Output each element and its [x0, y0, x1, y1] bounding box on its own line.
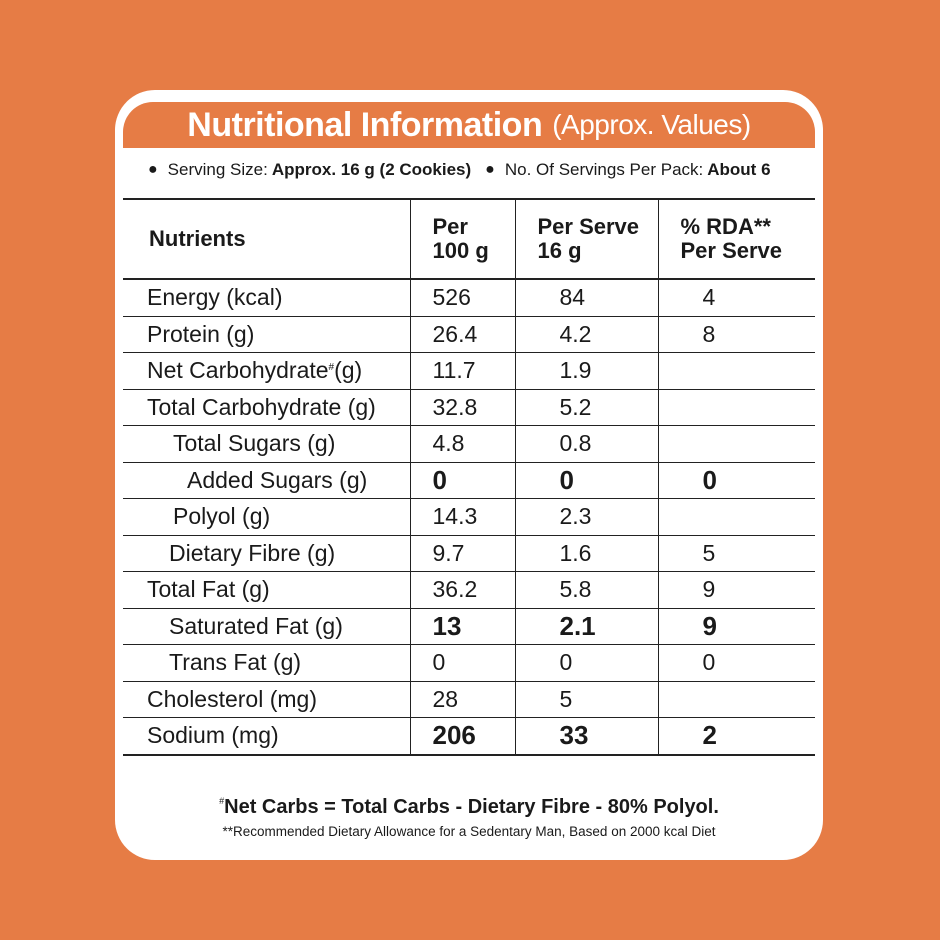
table-row [123, 353, 815, 390]
value-per-100g: 36.2 [410, 572, 515, 609]
table-row [123, 389, 815, 426]
value-rda: 4 [658, 279, 815, 316]
nutrient-name: Saturated Fat (g) [123, 608, 410, 645]
value-per-100g: 4.8 [410, 426, 515, 463]
serving-size-label: Serving Size: [167, 160, 268, 179]
nutrient-name: Net Carbohydrate#(g) [123, 353, 410, 390]
table-row [123, 462, 815, 499]
value-per-100g: 0 [410, 462, 515, 499]
table-row [123, 426, 815, 463]
value-per-100g: 0 [410, 645, 515, 682]
value-per-serve: 5 [515, 681, 658, 718]
table-row [123, 499, 815, 536]
value-rda: 0 [658, 645, 815, 682]
nutrient-name: Dietary Fibre (g) [123, 535, 410, 572]
table-row [123, 279, 815, 316]
value-rda: 9 [658, 608, 815, 645]
value-rda: 0 [658, 462, 815, 499]
table-row [123, 645, 815, 682]
nutrient-name: Total Fat (g) [123, 572, 410, 609]
header-nutrients: Nutrients [123, 199, 410, 279]
value-rda: 2 [658, 718, 815, 755]
serving-size-value: Approx. 16 g (2 Cookies) [271, 160, 472, 179]
value-per-100g: 14.3 [410, 499, 515, 536]
page-subtitle: (Approx. Values) [552, 109, 751, 140]
table-row [123, 718, 815, 755]
value-rda [658, 353, 815, 390]
value-per-100g: 13 [410, 608, 515, 645]
value-per-100g: 28 [410, 681, 515, 718]
nutrient-name: Cholesterol (mg) [123, 681, 410, 718]
value-per-serve: 0.8 [515, 426, 658, 463]
bullet-icon: ● [148, 161, 158, 178]
servings-per-pack-label: No. Of Servings Per Pack: [504, 160, 704, 179]
nutrient-name: Added Sugars (g) [123, 462, 410, 499]
nutrient-name: Protein (g) [123, 316, 410, 353]
value-per-serve: 5.2 [515, 389, 658, 426]
net-carbs-footnote: #Net Carbs = Total Carbs - Dietary Fibre - 80% Polyol. [219, 796, 719, 818]
value-per-serve: 33 [515, 718, 658, 755]
nutrition-table [123, 198, 815, 756]
value-per-100g: 526 [410, 279, 515, 316]
value-per-serve: 2.3 [515, 499, 658, 536]
nutrient-name: Trans Fat (g) [123, 645, 410, 682]
header-rda: % RDA** Per Serve [658, 199, 815, 279]
rda-footnote: **Recommended Dietary Allowance for a Sedentary Man, Based on 2000 kcal Diet [222, 824, 716, 839]
nutrition-panel [115, 90, 823, 860]
bullet-icon: ● [485, 161, 495, 178]
table-row [123, 535, 815, 572]
value-rda: 8 [658, 316, 815, 353]
value-rda: 9 [658, 572, 815, 609]
value-rda [658, 499, 815, 536]
value-per-serve: 1.9 [515, 353, 658, 390]
value-per-serve: 5.8 [515, 572, 658, 609]
table-row [123, 608, 815, 645]
value-rda [658, 681, 815, 718]
value-per-100g: 26.4 [410, 316, 515, 353]
value-per-serve: 1.6 [515, 535, 658, 572]
value-rda [658, 426, 815, 463]
page-title: Nutritional Information [187, 105, 543, 144]
table-row [123, 681, 815, 718]
nutrient-name: Total Sugars (g) [123, 426, 410, 463]
value-per-100g: 206 [410, 718, 515, 755]
nutrient-name: Polyol (g) [123, 499, 410, 536]
value-per-serve: 84 [515, 279, 658, 316]
value-per-serve: 0 [515, 462, 658, 499]
value-per-serve: 4.2 [515, 316, 658, 353]
table-row [123, 572, 815, 609]
table-header-row [123, 199, 815, 279]
nutrient-name: Sodium (mg) [123, 718, 410, 755]
value-per-100g: 32.8 [410, 389, 515, 426]
serving-info [123, 152, 815, 188]
value-rda [658, 389, 815, 426]
nutrient-name: Energy (kcal) [123, 279, 410, 316]
value-rda: 5 [658, 535, 815, 572]
servings-per-pack-value: About 6 [707, 160, 771, 179]
nutrient-name: Total Carbohydrate (g) [123, 389, 410, 426]
value-per-100g: 11.7 [410, 353, 515, 390]
header-per-100g: Per 100 g [410, 199, 515, 279]
header-per-serve: Per Serve 16 g [515, 199, 658, 279]
value-per-serve: 2.1 [515, 608, 658, 645]
table-row [123, 316, 815, 353]
value-per-100g: 9.7 [410, 535, 515, 572]
value-per-serve: 0 [515, 645, 658, 682]
title-band [123, 102, 815, 148]
